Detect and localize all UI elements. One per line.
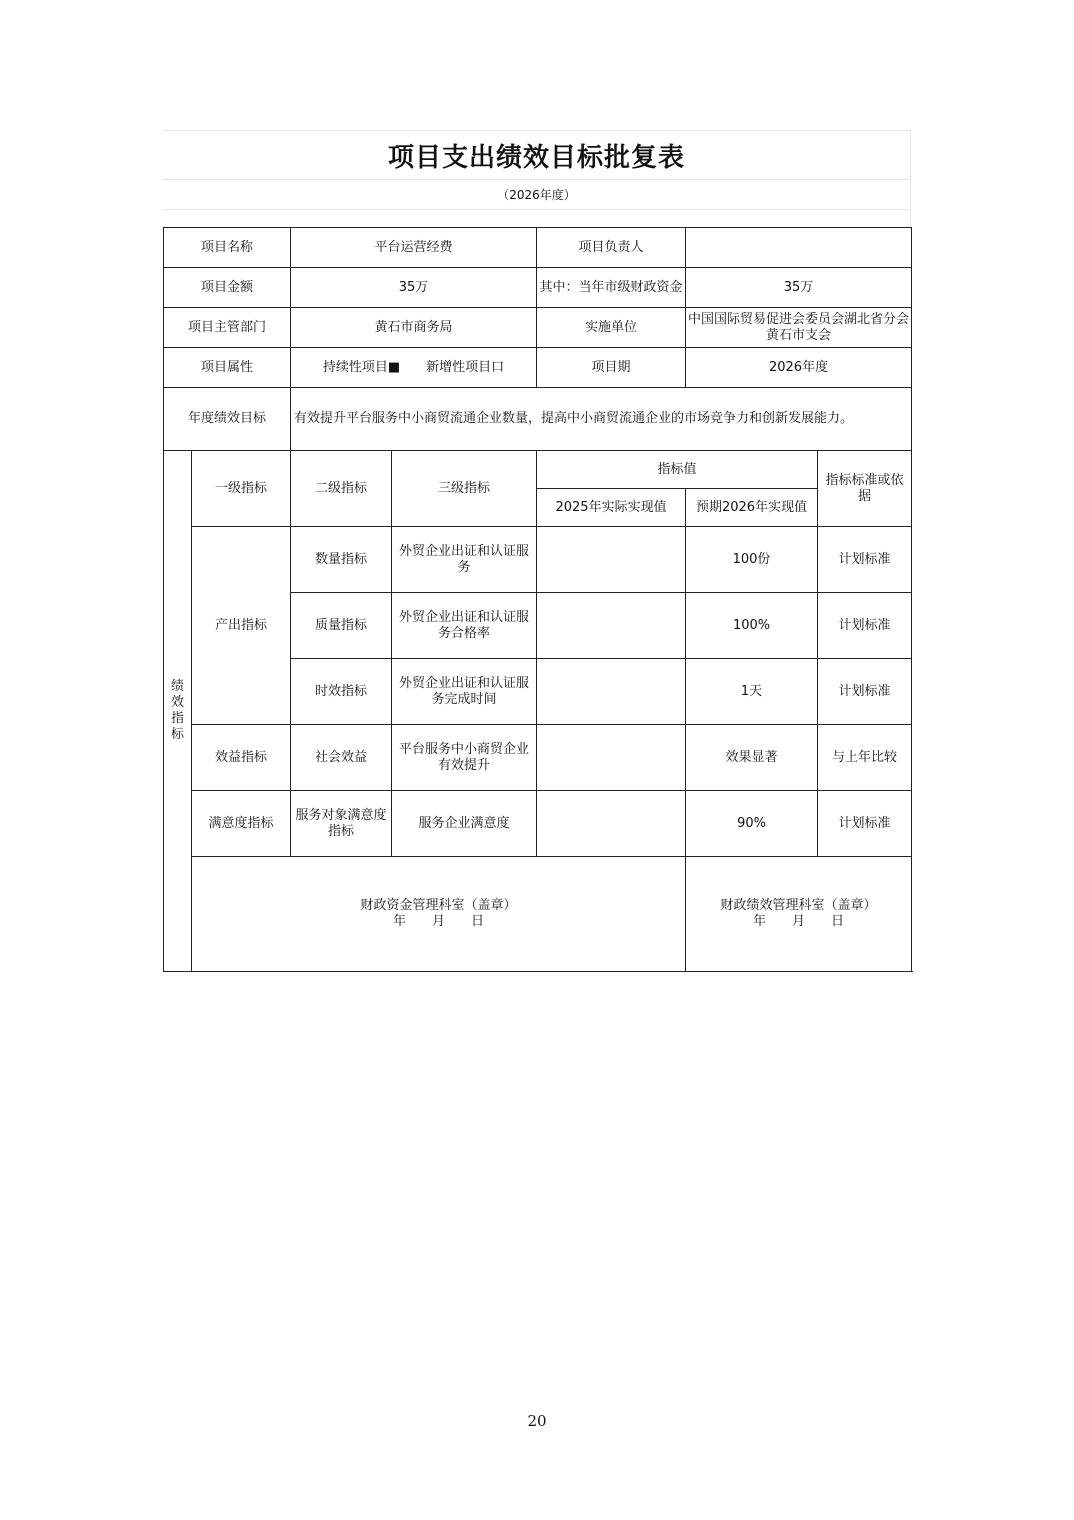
table-row bbox=[164, 725, 912, 791]
signature-right-date: 年 月 日 bbox=[753, 914, 845, 929]
row-actual bbox=[537, 659, 686, 725]
impl-unit-value: 中国国际贸易促进会委员会湖北省分会黄石市支会 bbox=[686, 308, 912, 348]
project-name-value: 平台运营经费 bbox=[291, 228, 537, 268]
signature-left-office: 财政资金管理科室（盖章） bbox=[360, 898, 517, 913]
form-title: 项目支出绩效目标批复表 bbox=[163, 130, 911, 179]
header-actual-2025: 2025年实际实现值 bbox=[537, 489, 686, 527]
row-level3: 外贸企业出证和认证服务完成时间 bbox=[392, 659, 537, 725]
row-level2: 数量指标 bbox=[291, 527, 392, 593]
group-output: 产出指标 bbox=[192, 527, 291, 725]
row-level3: 外贸企业出证和认证服务 bbox=[392, 527, 537, 593]
dept-value: 黄石市商务局 bbox=[291, 308, 537, 348]
row-project-name bbox=[164, 228, 912, 268]
signature-right-office: 财政绩效管理科室（盖章） bbox=[720, 898, 877, 913]
header-expected-2026: 预期2026年实现值 bbox=[686, 489, 818, 527]
signature-right bbox=[686, 857, 912, 972]
page-number: 20 bbox=[527, 1412, 547, 1430]
table-row bbox=[164, 527, 912, 593]
row-level3: 外贸企业出证和认证服务合格率 bbox=[392, 593, 537, 659]
row-basis: 计划标准 bbox=[818, 593, 912, 659]
form-year-note: （2026年度） bbox=[163, 179, 911, 210]
row-actual bbox=[537, 593, 686, 659]
row-actual bbox=[537, 725, 686, 791]
city-fund-value: 35万 bbox=[686, 268, 912, 308]
performance-table bbox=[163, 227, 912, 972]
row-amount bbox=[164, 268, 912, 308]
row-level2: 服务对象满意度指标 bbox=[291, 791, 392, 857]
row-expected: 效果显著 bbox=[686, 725, 818, 791]
indicators-side-label bbox=[164, 451, 192, 972]
period-label: 项目期 bbox=[537, 348, 686, 388]
row-level2: 社会效益 bbox=[291, 725, 392, 791]
period-value: 2026年度 bbox=[686, 348, 912, 388]
group-satisfaction: 满意度指标 bbox=[192, 791, 291, 857]
row-expected: 90% bbox=[686, 791, 818, 857]
row-expected: 100份 bbox=[686, 527, 818, 593]
indicators-side-label-text: 绩效指标 bbox=[170, 679, 184, 742]
row-annual-goal bbox=[164, 388, 912, 451]
signature-left bbox=[192, 857, 686, 972]
row-department bbox=[164, 308, 912, 348]
annual-goal-label: 年度绩效目标 bbox=[164, 388, 291, 451]
row-expected: 100% bbox=[686, 593, 818, 659]
row-basis: 计划标准 bbox=[818, 659, 912, 725]
row-basis: 计划标准 bbox=[818, 527, 912, 593]
signature-row bbox=[164, 857, 912, 972]
indicator-header-row-1 bbox=[164, 451, 912, 489]
dept-label: 项目主管部门 bbox=[164, 308, 291, 348]
signature-left-date: 年 月 日 bbox=[393, 914, 485, 929]
row-level3: 平台服务中小商贸企业有效提升 bbox=[392, 725, 537, 791]
header-level2: 二级指标 bbox=[291, 451, 392, 527]
attribute-value: 持续性项目■ 新增性项目口 bbox=[291, 348, 537, 388]
row-level3: 服务企业满意度 bbox=[392, 791, 537, 857]
annual-goal-value: 有效提升平台服务中小商贸流通企业数量，提高中小商贸流通企业的市场竞争力和创新发展能力。 bbox=[291, 388, 912, 451]
row-actual bbox=[537, 791, 686, 857]
approval-form bbox=[163, 130, 911, 972]
spacer-row bbox=[163, 210, 911, 227]
amount-label: 项目金额 bbox=[164, 268, 291, 308]
row-level2: 质量指标 bbox=[291, 593, 392, 659]
project-leader-label: 项目负责人 bbox=[537, 228, 686, 268]
row-actual bbox=[537, 527, 686, 593]
row-expected: 1天 bbox=[686, 659, 818, 725]
attribute-label: 项目属性 bbox=[164, 348, 291, 388]
project-name-label: 项目名称 bbox=[164, 228, 291, 268]
header-basis: 指标标准或依据 bbox=[818, 451, 912, 527]
header-value-group: 指标值 bbox=[537, 451, 818, 489]
table-row bbox=[164, 791, 912, 857]
header-level3: 三级指标 bbox=[392, 451, 537, 527]
row-basis: 计划标准 bbox=[818, 791, 912, 857]
row-level2: 时效指标 bbox=[291, 659, 392, 725]
city-fund-label: 其中：当年市级财政资金 bbox=[537, 268, 686, 308]
header-level1: 一级指标 bbox=[192, 451, 291, 527]
project-leader-value bbox=[686, 228, 912, 268]
group-benefit: 效益指标 bbox=[192, 725, 291, 791]
amount-value: 35万 bbox=[291, 268, 537, 308]
row-basis: 与上年比较 bbox=[818, 725, 912, 791]
impl-unit-label: 实施单位 bbox=[537, 308, 686, 348]
row-attribute bbox=[164, 348, 912, 388]
